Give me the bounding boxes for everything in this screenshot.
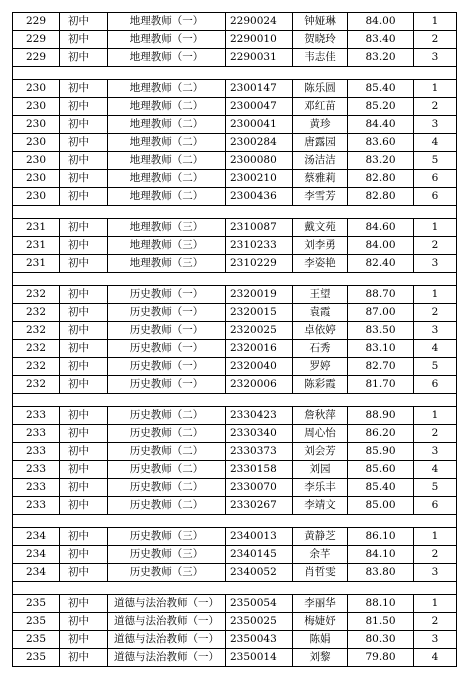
post-code-cell: 230 [13, 134, 60, 152]
candidate-name-cell: 肖哲雯 [293, 564, 348, 582]
table-row [13, 358, 457, 376]
score-cell: 82.80 [348, 188, 414, 206]
candidate-name-cell: 周心怡 [293, 425, 348, 443]
score-cell: 79.80 [348, 649, 414, 667]
score-cell: 85.60 [348, 461, 414, 479]
school-level-cell: 初中 [60, 170, 108, 188]
score-cell: 84.00 [348, 237, 414, 255]
post-title-cell: 历史教师（三） [108, 528, 226, 546]
post-code-cell: 230 [13, 152, 60, 170]
table-row [13, 134, 457, 152]
score-cell: 85.20 [348, 98, 414, 116]
rank-cell: 4 [414, 134, 457, 152]
table-row [13, 595, 457, 613]
rank-cell: 3 [414, 322, 457, 340]
table-row [13, 188, 457, 206]
score-cell: 83.20 [348, 152, 414, 170]
post-title-cell: 地理教师（一） [108, 31, 226, 49]
candidate-name-cell: 戴文苑 [293, 219, 348, 237]
exam-number-cell: 2330373 [226, 443, 293, 461]
candidate-name-cell: 唐露园 [293, 134, 348, 152]
rank-cell: 2 [414, 237, 457, 255]
candidate-name-cell: 刘会芳 [293, 443, 348, 461]
score-cell: 81.50 [348, 613, 414, 631]
candidate-name-cell: 李靖文 [293, 497, 348, 515]
post-code-cell: 229 [13, 31, 60, 49]
exam-number-cell: 2330158 [226, 461, 293, 479]
score-cell: 83.40 [348, 31, 414, 49]
school-level-cell: 初中 [60, 631, 108, 649]
post-code-cell: 231 [13, 255, 60, 273]
post-title-cell: 历史教师（三） [108, 564, 226, 582]
exam-number-cell: 2300147 [226, 80, 293, 98]
rank-cell: 2 [414, 546, 457, 564]
post-title-cell: 地理教师（二） [108, 98, 226, 116]
candidate-name-cell: 刘李勇 [293, 237, 348, 255]
group-separator-cell [13, 582, 457, 595]
post-code-cell: 232 [13, 322, 60, 340]
score-cell: 82.70 [348, 358, 414, 376]
score-cell: 84.10 [348, 546, 414, 564]
group-separator-cell [13, 394, 457, 407]
score-cell: 84.60 [348, 219, 414, 237]
candidate-name-cell: 刘黎 [293, 649, 348, 667]
school-level-cell: 初中 [60, 340, 108, 358]
rank-cell: 1 [414, 407, 457, 425]
exam-number-cell: 2310229 [226, 255, 293, 273]
exam-number-cell: 2340052 [226, 564, 293, 582]
exam-number-cell: 2350054 [226, 595, 293, 613]
school-level-cell: 初中 [60, 188, 108, 206]
rank-cell: 3 [414, 443, 457, 461]
results-table-body [13, 13, 457, 667]
rank-cell: 3 [414, 564, 457, 582]
post-title-cell: 道德与法治教师（一） [108, 595, 226, 613]
table-row [13, 340, 457, 358]
rank-cell: 3 [414, 255, 457, 273]
post-title-cell: 历史教师（一） [108, 340, 226, 358]
table-row [13, 649, 457, 667]
rank-cell: 1 [414, 13, 457, 31]
rank-cell: 6 [414, 376, 457, 394]
post-title-cell: 地理教师（一） [108, 49, 226, 67]
score-cell: 83.10 [348, 340, 414, 358]
table-row [13, 13, 457, 31]
candidate-name-cell: 邓红苗 [293, 98, 348, 116]
school-level-cell: 初中 [60, 219, 108, 237]
candidate-name-cell: 梅婕妤 [293, 613, 348, 631]
exam-number-cell: 2290024 [226, 13, 293, 31]
post-code-cell: 230 [13, 80, 60, 98]
school-level-cell: 初中 [60, 304, 108, 322]
score-cell: 86.20 [348, 425, 414, 443]
school-level-cell: 初中 [60, 497, 108, 515]
exam-number-cell: 2340013 [226, 528, 293, 546]
table-row [13, 425, 457, 443]
post-code-cell: 232 [13, 376, 60, 394]
post-code-cell: 235 [13, 595, 60, 613]
school-level-cell: 初中 [60, 152, 108, 170]
rank-cell: 6 [414, 497, 457, 515]
group-separator-cell [13, 273, 457, 286]
exam-number-cell: 2300284 [226, 134, 293, 152]
candidate-name-cell: 钟娅琳 [293, 13, 348, 31]
score-cell: 88.10 [348, 595, 414, 613]
post-title-cell: 道德与法治教师（一） [108, 631, 226, 649]
score-cell: 86.10 [348, 528, 414, 546]
rank-cell: 6 [414, 188, 457, 206]
school-level-cell: 初中 [60, 49, 108, 67]
score-cell: 83.20 [348, 49, 414, 67]
post-title-cell: 地理教师（三） [108, 237, 226, 255]
table-row [13, 564, 457, 582]
post-title-cell: 道德与法治教师（一） [108, 649, 226, 667]
candidate-name-cell: 余芊 [293, 546, 348, 564]
school-level-cell: 初中 [60, 613, 108, 631]
post-title-cell: 地理教师（二） [108, 188, 226, 206]
exam-number-cell: 2320025 [226, 322, 293, 340]
exam-number-cell: 2350014 [226, 649, 293, 667]
rank-cell: 4 [414, 340, 457, 358]
post-code-cell: 233 [13, 425, 60, 443]
table-row [13, 443, 457, 461]
exam-number-cell: 2350043 [226, 631, 293, 649]
post-title-cell: 历史教师（一） [108, 358, 226, 376]
school-level-cell: 初中 [60, 98, 108, 116]
candidate-name-cell: 李姿艳 [293, 255, 348, 273]
exam-number-cell: 2350025 [226, 613, 293, 631]
group-separator-row [13, 394, 457, 407]
school-level-cell: 初中 [60, 443, 108, 461]
exam-number-cell: 2330267 [226, 497, 293, 515]
rank-cell: 4 [414, 649, 457, 667]
group-separator-cell [13, 206, 457, 219]
table-row [13, 255, 457, 273]
candidate-name-cell: 蔡雅莉 [293, 170, 348, 188]
candidate-name-cell: 汤洁洁 [293, 152, 348, 170]
score-cell: 83.60 [348, 134, 414, 152]
school-level-cell: 初中 [60, 358, 108, 376]
candidate-name-cell: 陈娟 [293, 631, 348, 649]
score-cell: 87.00 [348, 304, 414, 322]
post-code-cell: 233 [13, 407, 60, 425]
post-code-cell: 230 [13, 188, 60, 206]
exam-number-cell: 2320006 [226, 376, 293, 394]
table-row [13, 116, 457, 134]
exam-number-cell: 2320016 [226, 340, 293, 358]
table-row [13, 152, 457, 170]
post-code-cell: 233 [13, 497, 60, 515]
post-code-cell: 230 [13, 116, 60, 134]
table-row [13, 31, 457, 49]
candidate-name-cell: 李雪芳 [293, 188, 348, 206]
table-row [13, 407, 457, 425]
school-level-cell: 初中 [60, 546, 108, 564]
table-row [13, 237, 457, 255]
rank-cell: 2 [414, 425, 457, 443]
table-row [13, 528, 457, 546]
table-row [13, 286, 457, 304]
post-code-cell: 233 [13, 443, 60, 461]
exam-number-cell: 2310233 [226, 237, 293, 255]
results-sheet [12, 12, 457, 667]
post-code-cell: 229 [13, 13, 60, 31]
post-code-cell: 232 [13, 286, 60, 304]
rank-cell: 1 [414, 80, 457, 98]
rank-cell: 3 [414, 116, 457, 134]
post-code-cell: 233 [13, 461, 60, 479]
post-title-cell: 地理教师（三） [108, 255, 226, 273]
candidate-name-cell: 韦志佳 [293, 49, 348, 67]
table-row [13, 376, 457, 394]
rank-cell: 1 [414, 595, 457, 613]
school-level-cell: 初中 [60, 376, 108, 394]
score-cell: 85.40 [348, 80, 414, 98]
rank-cell: 6 [414, 170, 457, 188]
score-cell: 82.40 [348, 255, 414, 273]
rank-cell: 3 [414, 49, 457, 67]
rank-cell: 1 [414, 219, 457, 237]
candidate-name-cell: 贺晓玲 [293, 31, 348, 49]
group-separator-cell [13, 515, 457, 528]
candidate-name-cell: 王望 [293, 286, 348, 304]
candidate-name-cell: 罗婷 [293, 358, 348, 376]
group-separator-row [13, 273, 457, 286]
post-title-cell: 历史教师（一） [108, 376, 226, 394]
exam-number-cell: 2330340 [226, 425, 293, 443]
rank-cell: 5 [414, 152, 457, 170]
exam-number-cell: 2300436 [226, 188, 293, 206]
score-cell: 85.00 [348, 497, 414, 515]
rank-cell: 5 [414, 479, 457, 497]
table-row [13, 479, 457, 497]
candidate-name-cell: 袁霞 [293, 304, 348, 322]
post-title-cell: 历史教师（二） [108, 479, 226, 497]
rank-cell: 2 [414, 613, 457, 631]
post-title-cell: 地理教师（二） [108, 152, 226, 170]
post-title-cell: 地理教师（二） [108, 80, 226, 98]
rank-cell: 2 [414, 98, 457, 116]
school-level-cell: 初中 [60, 595, 108, 613]
rank-cell: 1 [414, 286, 457, 304]
table-row [13, 631, 457, 649]
candidate-name-cell: 詹秋萍 [293, 407, 348, 425]
school-level-cell: 初中 [60, 286, 108, 304]
school-level-cell: 初中 [60, 407, 108, 425]
post-code-cell: 229 [13, 49, 60, 67]
rank-cell: 3 [414, 631, 457, 649]
rank-cell: 2 [414, 304, 457, 322]
score-cell: 88.90 [348, 407, 414, 425]
table-row [13, 322, 457, 340]
post-title-cell: 历史教师（二） [108, 407, 226, 425]
table-row [13, 49, 457, 67]
exam-number-cell: 2320019 [226, 286, 293, 304]
table-row [13, 98, 457, 116]
score-cell: 85.90 [348, 443, 414, 461]
score-cell: 82.80 [348, 170, 414, 188]
school-level-cell: 初中 [60, 649, 108, 667]
score-cell: 84.00 [348, 13, 414, 31]
school-level-cell: 初中 [60, 425, 108, 443]
table-row [13, 613, 457, 631]
post-code-cell: 230 [13, 170, 60, 188]
post-code-cell: 234 [13, 528, 60, 546]
exam-number-cell: 2320015 [226, 304, 293, 322]
rank-cell: 5 [414, 358, 457, 376]
candidate-name-cell: 刘园 [293, 461, 348, 479]
post-code-cell: 234 [13, 564, 60, 582]
school-level-cell: 初中 [60, 31, 108, 49]
score-cell: 80.30 [348, 631, 414, 649]
post-code-cell: 233 [13, 479, 60, 497]
exam-number-cell: 2330423 [226, 407, 293, 425]
exam-number-cell: 2340145 [226, 546, 293, 564]
school-level-cell: 初中 [60, 80, 108, 98]
group-separator-row [13, 67, 457, 80]
table-row [13, 80, 457, 98]
exam-number-cell: 2320040 [226, 358, 293, 376]
candidate-name-cell: 陈乐圆 [293, 80, 348, 98]
post-title-cell: 历史教师（一） [108, 322, 226, 340]
candidate-name-cell: 石秀 [293, 340, 348, 358]
group-separator-row [13, 206, 457, 219]
school-level-cell: 初中 [60, 116, 108, 134]
table-row [13, 497, 457, 515]
exam-number-cell: 2310087 [226, 219, 293, 237]
school-level-cell: 初中 [60, 13, 108, 31]
score-cell: 84.40 [348, 116, 414, 134]
rank-cell: 2 [414, 31, 457, 49]
post-code-cell: 235 [13, 631, 60, 649]
candidate-name-cell: 卓依婷 [293, 322, 348, 340]
table-row [13, 219, 457, 237]
post-title-cell: 地理教师（一） [108, 13, 226, 31]
score-cell: 83.50 [348, 322, 414, 340]
rank-cell: 1 [414, 528, 457, 546]
post-code-cell: 232 [13, 304, 60, 322]
score-cell: 85.40 [348, 479, 414, 497]
table-row [13, 546, 457, 564]
candidate-name-cell: 陈彩霞 [293, 376, 348, 394]
post-title-cell: 历史教师（一） [108, 304, 226, 322]
group-separator-row [13, 515, 457, 528]
post-code-cell: 235 [13, 649, 60, 667]
post-title-cell: 道德与法治教师（一） [108, 613, 226, 631]
group-separator-cell [13, 67, 457, 80]
score-cell: 83.80 [348, 564, 414, 582]
exam-number-cell: 2330070 [226, 479, 293, 497]
post-title-cell: 地理教师（三） [108, 219, 226, 237]
rank-cell: 4 [414, 461, 457, 479]
post-code-cell: 231 [13, 237, 60, 255]
candidate-name-cell: 李丽华 [293, 595, 348, 613]
post-title-cell: 地理教师（二） [108, 170, 226, 188]
exam-number-cell: 2300047 [226, 98, 293, 116]
candidate-name-cell: 黄珍 [293, 116, 348, 134]
post-title-cell: 地理教师（二） [108, 116, 226, 134]
score-cell: 88.70 [348, 286, 414, 304]
post-code-cell: 232 [13, 340, 60, 358]
exam-number-cell: 2300080 [226, 152, 293, 170]
exam-number-cell: 2300041 [226, 116, 293, 134]
exam-number-cell: 2290031 [226, 49, 293, 67]
post-title-cell: 历史教师（一） [108, 286, 226, 304]
post-code-cell: 231 [13, 219, 60, 237]
score-cell: 81.70 [348, 376, 414, 394]
post-title-cell: 历史教师（三） [108, 546, 226, 564]
school-level-cell: 初中 [60, 528, 108, 546]
post-title-cell: 历史教师（二） [108, 497, 226, 515]
school-level-cell: 初中 [60, 479, 108, 497]
table-row [13, 170, 457, 188]
results-table [12, 12, 457, 667]
exam-number-cell: 2300210 [226, 170, 293, 188]
group-separator-row [13, 582, 457, 595]
post-code-cell: 234 [13, 546, 60, 564]
post-code-cell: 232 [13, 358, 60, 376]
school-level-cell: 初中 [60, 322, 108, 340]
post-title-cell: 历史教师（二） [108, 443, 226, 461]
school-level-cell: 初中 [60, 134, 108, 152]
school-level-cell: 初中 [60, 237, 108, 255]
exam-number-cell: 2290010 [226, 31, 293, 49]
school-level-cell: 初中 [60, 255, 108, 273]
post-code-cell: 230 [13, 98, 60, 116]
post-code-cell: 235 [13, 613, 60, 631]
post-title-cell: 历史教师（二） [108, 425, 226, 443]
candidate-name-cell: 李乐丰 [293, 479, 348, 497]
candidate-name-cell: 黄静芝 [293, 528, 348, 546]
table-row [13, 461, 457, 479]
school-level-cell: 初中 [60, 564, 108, 582]
post-title-cell: 地理教师（二） [108, 134, 226, 152]
table-row [13, 304, 457, 322]
post-title-cell: 历史教师（二） [108, 461, 226, 479]
school-level-cell: 初中 [60, 461, 108, 479]
